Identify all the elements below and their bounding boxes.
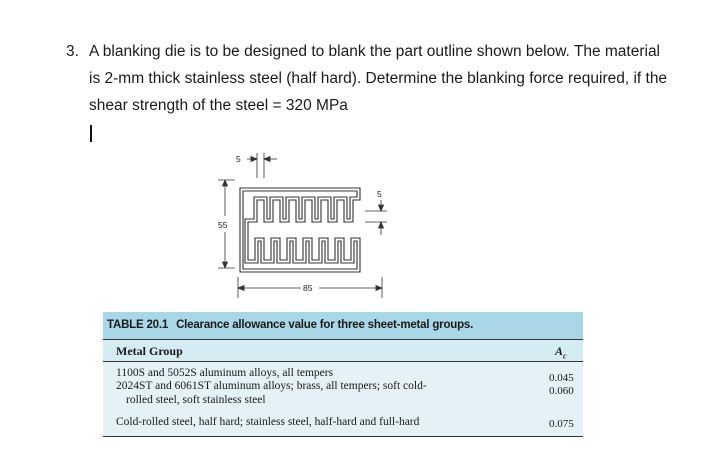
- dim-left-label: 55: [218, 220, 228, 230]
- part-outline-inner: [243, 191, 357, 269]
- dim-top-label: 5: [236, 154, 241, 164]
- table-body: [103, 362, 583, 437]
- table-caption: Clearance allowance value for three sheet-metal groups.: [176, 319, 474, 331]
- table-cell-value: 0.060: [549, 385, 574, 397]
- problem-text: A blanking die is to be designed to blank the part outline shown below. The material is 2-mm thick stainless steel (half hard). Determine the blanking force required, if the shear strength of the steel = 320 MPa: [89, 43, 668, 114]
- clearance-table: [103, 312, 583, 437]
- table-number: TABLE 20.1: [107, 319, 169, 331]
- table-title: [103, 312, 583, 339]
- col-header-metal-group: Metal Group: [116, 344, 183, 358]
- table-row: 1100S and 5052S aluminum alloys, all tempers: [116, 367, 334, 379]
- col-header-ac: $A_c$: [555, 344, 567, 361]
- table-cell-value: 0.045: [549, 372, 574, 384]
- part-drawing: [205, 150, 415, 310]
- dim-right-label: 5: [377, 189, 382, 199]
- problem-number: 3.: [66, 43, 79, 60]
- dim-bottom-label: 85: [303, 283, 313, 293]
- part-outline-figure: [205, 150, 415, 310]
- table-header-row: [103, 339, 583, 362]
- table-cell-value: 0.075: [549, 418, 574, 430]
- table-row: Cold-rolled steel, half hard; stainless steel, half-hard and full-hard: [116, 416, 420, 428]
- table-row: 2024ST and 6061ST aluminum alloys; brass, all tempers; soft cold- rolled steel, soft stainless steel: [116, 380, 427, 406]
- text-cursor: [90, 125, 92, 142]
